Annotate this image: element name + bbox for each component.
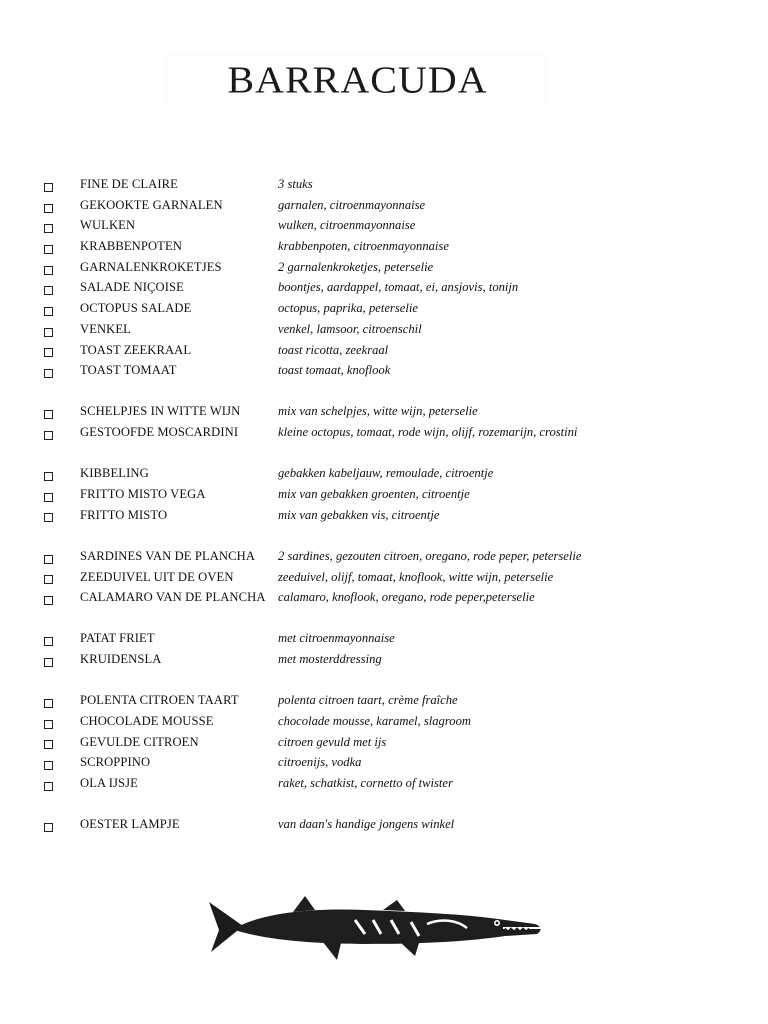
checkbox-icon[interactable] [44,699,53,708]
menu-item-name: OCTOPUS SALADE [80,301,192,316]
menu-item-description: mix van schelpjes, witte wijn, peterselie [278,404,478,419]
menu-item [44,298,744,319]
menu-item-description: krabbenpoten, citroenmayonnaise [278,239,449,254]
menu-item [44,546,744,567]
checkbox-icon[interactable] [44,637,53,646]
menu-item-description: calamaro, knoflook, oregano, rode peper,peterselie [278,590,535,605]
menu-item-name: POLENTA CITROEN TAART [80,693,239,708]
menu-item-name: CALAMARO VAN DE PLANCHA [80,590,266,605]
menu-item-description: polenta citroen taart, crème fraîche [278,693,458,708]
menu-item-description: boontjes, aardappel, tomaat, ei, ansjovis, tonijn [278,280,519,295]
checkbox-icon[interactable] [44,328,53,337]
menu-item-name: FRITTO MISTO VEGA [80,486,206,501]
menu-item-name: KIBBELING [80,466,149,481]
menu-item-name: PATAT FRIET [80,631,155,646]
menu-group [44,546,744,608]
menu-item-name: GESTOOFDE MOSCARDINI [80,425,239,440]
menu-item-name: GEKOOKTE GARNALEN [80,197,223,212]
menu-item [44,814,744,835]
menu-item [44,340,744,361]
menu-item-description: van daan's handige jongens winkel [278,817,455,832]
checkbox-icon[interactable] [44,431,53,440]
menu-item [44,174,744,195]
menu-item-name: TOAST ZEEKRAAL [80,342,192,357]
menu-item [44,360,744,381]
checkbox-icon[interactable] [44,823,53,832]
menu-item-description: mix van gebakken vis, citroentje [278,507,440,522]
checkbox-icon[interactable] [44,266,53,275]
menu-item [44,422,744,443]
checkbox-icon[interactable] [44,782,53,791]
menu-item-name: SCROPPINO [80,755,151,770]
checkbox-icon[interactable] [44,513,53,522]
menu-item [44,773,744,794]
checkbox-icon[interactable] [44,472,53,481]
menu-item-name: ZEEDUIVEL UIT DE OVEN [80,569,234,584]
menu-item [44,628,744,649]
menu-item [44,587,744,608]
menu-item-name: FINE DE CLAIRE [80,177,178,191]
menu-item [44,277,744,298]
menu-item-description: citroen gevuld met ijs [278,734,387,749]
menu-item-name: SARDINES VAN DE PLANCHA [80,548,256,563]
menu-item [44,567,744,588]
checkbox-icon[interactable] [44,348,53,357]
menu-group [44,814,744,835]
checkbox-icon[interactable] [44,286,53,295]
menu-item-name: FRITTO MISTO [80,507,168,522]
menu-item-name: GEVULDE CITROEN [80,734,199,749]
menu-item-name: SALADE NIÇOISE [80,280,184,295]
menu-item-name: CHOCOLADE MOUSSE [80,713,214,728]
checkbox-icon[interactable] [44,410,53,419]
menu-item [44,484,744,505]
menu-item-description: 3 stuks [278,177,313,191]
menu-item-description: gebakken kabeljauw, remoulade, citroentje [278,466,494,481]
menu-item-description: kleine octopus, tomaat, rode wijn, olijf, rozemarijn, crostini [278,425,578,440]
menu-item-description: chocolade mousse, karamel, slagroom [278,713,471,728]
page-title: BARRACUDA [227,57,488,101]
checkbox-icon[interactable] [44,224,53,233]
checkbox-icon[interactable] [44,658,53,667]
checkbox-icon[interactable] [44,369,53,378]
menu-item-description: mix van gebakken groenten, citroentje [278,486,470,501]
checkbox-icon[interactable] [44,307,53,316]
menu-item-description: met mosterddressing [278,652,382,667]
menu-item [44,463,744,484]
checkbox-icon[interactable] [44,245,53,254]
menu-item-description: octopus, paprika, peterselie [278,301,418,316]
checkbox-icon[interactable] [44,493,53,502]
menu-group [44,174,744,381]
logo-banner [165,52,550,106]
menu-item [44,690,744,711]
checkbox-icon[interactable] [44,720,53,729]
barracuda-fish-icon [205,890,550,970]
menu-group [44,690,744,793]
menu-item-description: toast ricotta, zeekraal [278,342,389,357]
menu-item-name: GARNALENKROKETJES [80,259,222,274]
menu-item-description: venkel, lamsoor, citroenschil [278,321,422,336]
checkbox-icon[interactable] [44,555,53,564]
menu-item-description: met citroenmayonnaise [278,631,395,646]
menu-group [44,628,744,669]
checkbox-icon[interactable] [44,740,53,749]
menu-item-name: KRUIDENSLA [80,652,162,667]
menu-item [44,752,744,773]
menu-item-description: garnalen, citroenmayonnaise [278,197,426,212]
menu-item-name: KRABBENPOTEN [80,239,182,254]
menu-item [44,711,744,732]
menu-item-name: WULKEN [80,218,136,233]
menu-item [44,401,744,422]
menu-item-name: OLA IJSJE [80,776,138,790]
menu-item-description: toast tomaat, knoflook [278,363,391,378]
menu-list [44,174,744,855]
menu-item-name: SCHELPJES IN WITTE WIJN [80,404,241,419]
menu-item [44,649,744,670]
menu-item-description: zeeduivel, olijf, tomaat, knoflook, witte wijn, peterselie [278,569,554,584]
menu-item-description: 2 sardines, gezouten citroen, oregano, rode peper, peterselie [278,548,582,563]
menu-item-name: TOAST TOMAAT [80,363,177,378]
menu-item-description: wulken, citroenmayonnaise [278,218,416,233]
menu-item [44,732,744,753]
menu-group [44,463,744,525]
menu-item-description: raket, schatkist, cornetto of twister [278,776,453,790]
menu-item-name: VENKEL [80,321,131,336]
checkbox-icon[interactable] [44,596,53,605]
menu-item-description: citroenijs, vodka [278,755,362,770]
menu-item-description: 2 garnalenkroketjes, peterselie [278,259,434,274]
checkbox-icon[interactable] [44,575,53,584]
checkbox-icon[interactable] [44,761,53,770]
menu-item [44,215,744,236]
menu-item-name: OESTER LAMPJE [80,817,180,832]
menu-item [44,195,744,216]
menu-group [44,401,744,442]
menu-item [44,505,744,526]
checkbox-icon[interactable] [44,204,53,213]
menu-item [44,257,744,278]
menu-item [44,236,744,257]
menu-item [44,319,744,340]
checkbox-icon[interactable] [44,183,53,192]
